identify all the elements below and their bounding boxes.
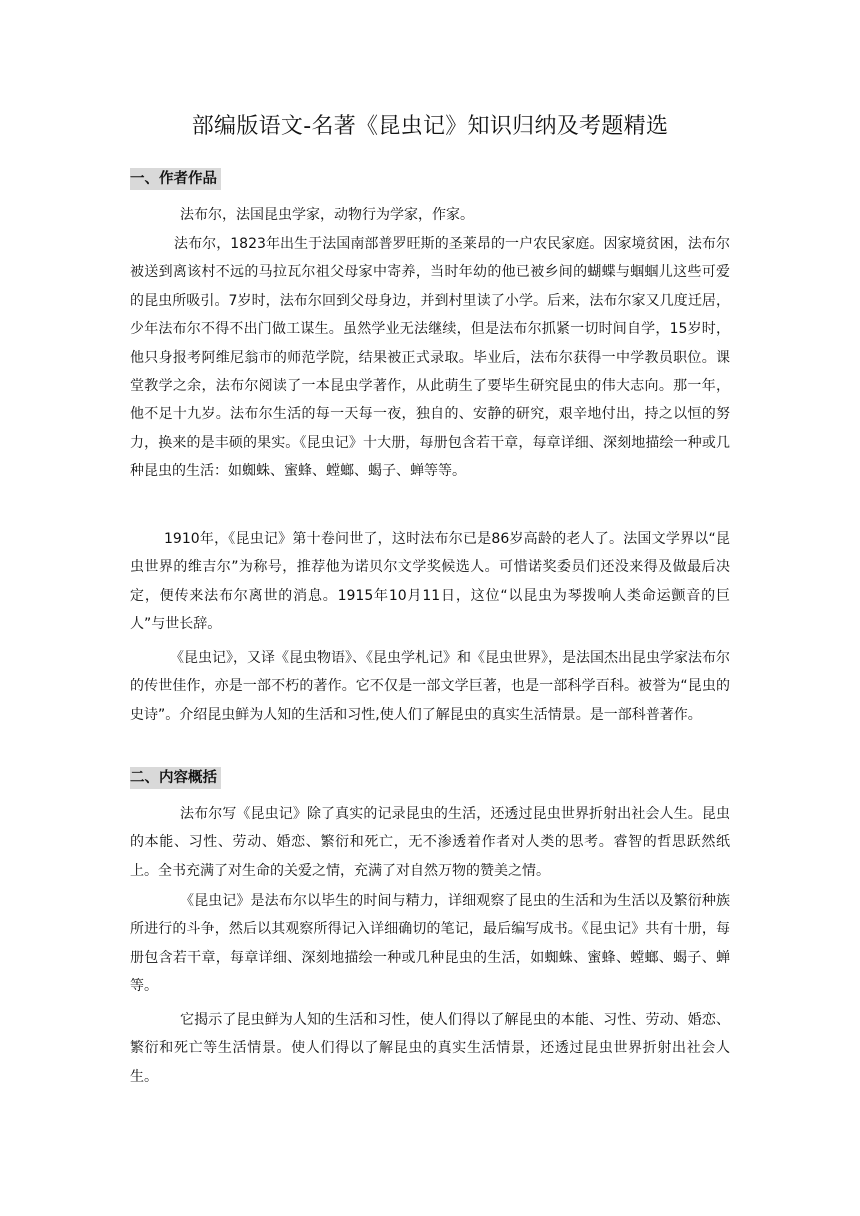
paragraph-author-later-life: 1910年，《昆虫记》第十卷问世了，这时法布尔已是86岁高龄的老人了。法国文学界以“昆虫世界的维吉尔”为称号，推荐他为诺贝尔文学奖候选人。可惜诺奖委员们还没来得及做最后决定，便传来法布尔离世的消息。1915年10月11日，这位“以昆虫为琴拨响人类命运颤音的巨人”与世长辞。 [130,531,730,633]
paragraph-summary-writing: 《昆虫记》是法布尔以毕生的时间与精力，详细观察了昆虫的生活和为生活以及繁衍种族所进行的斗争，然后以其观察所得记入详细确切的笔记，最后编写成书。《昆虫记》共有十册，每册包含若干章，每章详细、深刻地描绘一种或几种昆虫的生活，如蜘蛛、蜜蜂、螳螂、蝎子、蝉等。 [130,893,730,995]
paragraph-author-intro: 法布尔，法国昆虫学家，动物行为学家，作家。 [180,207,474,223]
section-heading-content-summary: 二、内容概括 [130,767,221,789]
paragraph-summary-overview: 法布尔写《昆虫记》除了真实的记录昆虫的生活，还透过昆虫世界折射出社会人生。昆虫的本能、习性、劳动、婚恋、繁衍和死亡，无不渗透着作者对人类的思考。睿智的哲思跃然纸上。全书充满了对生命的关爱之情，充满了对自然万物的赞美之情。 [130,806,730,879]
section-heading-author-works: 一、作者作品 [130,168,221,190]
document-page [130,0,730,1216]
document-title: 部编版语文-名著《昆虫记》知识归纳及考题精选 [191,114,669,139]
paragraph-book-introduction: 《昆虫记》，又译《昆虫物语》、《昆虫学札记》和《昆虫世界》，是法国杰出昆虫学家法布尔的传世佳作，亦是一部不朽的著作。它不仅是一部文学巨著，也是一部科学百科。被誉为“昆虫的史诗”。介绍昆虫鲜为人知的生活和习性,使人们了解昆虫的真实生活情景。是一部科普著作。 [130,650,730,723]
paragraph-summary-significance: 它揭示了昆虫鲜为人知的生活和习性，使人们得以了解昆虫的本能、习性、劳动、婚恋、繁衍和死亡等生活情景。使人们得以了解昆虫的真实生活情景，还透过昆虫世界折射出社会人生。 [130,1012,730,1085]
paragraph-author-biography: 法布尔，1823年出生于法国南部普罗旺斯的圣莱昂的一户农民家庭。因家境贫困，法布尔被送到离该村不远的马拉瓦尔祖父母家中寄养，当时年幼的他已被乡间的蝴蝶与蝈蝈儿这些可爱的昆虫所吸引。7岁时，法布尔回到父母身边，并到村里读了小学。后来，法布尔家又几度迁居，少年法布尔不得不出门做工谋生。虽然学业无法继续，但是法布尔抓紧一切时间自学，15岁时，他只身报考阿维尼翁市的师范学院，结果被正式录取。毕业后，法布尔获得一中学教员职位。课堂教学之余，法布尔阅读了一本昆虫学著作，从此萌生了要毕生研究昆虫的伟大志向。那一年，他不足十九岁。法布尔生活的每一天每一夜，独自的、安静的研究，艰辛地付出，持之以恒的努力，换来的是丰硕的果实。《昆虫记》十大册，每册包含若干章，每章详细、深刻地描绘一种或几种昆虫的生活：如蜘蛛、蜜蜂、螳螂、蝎子、蝉等等。 [130,236,730,480]
